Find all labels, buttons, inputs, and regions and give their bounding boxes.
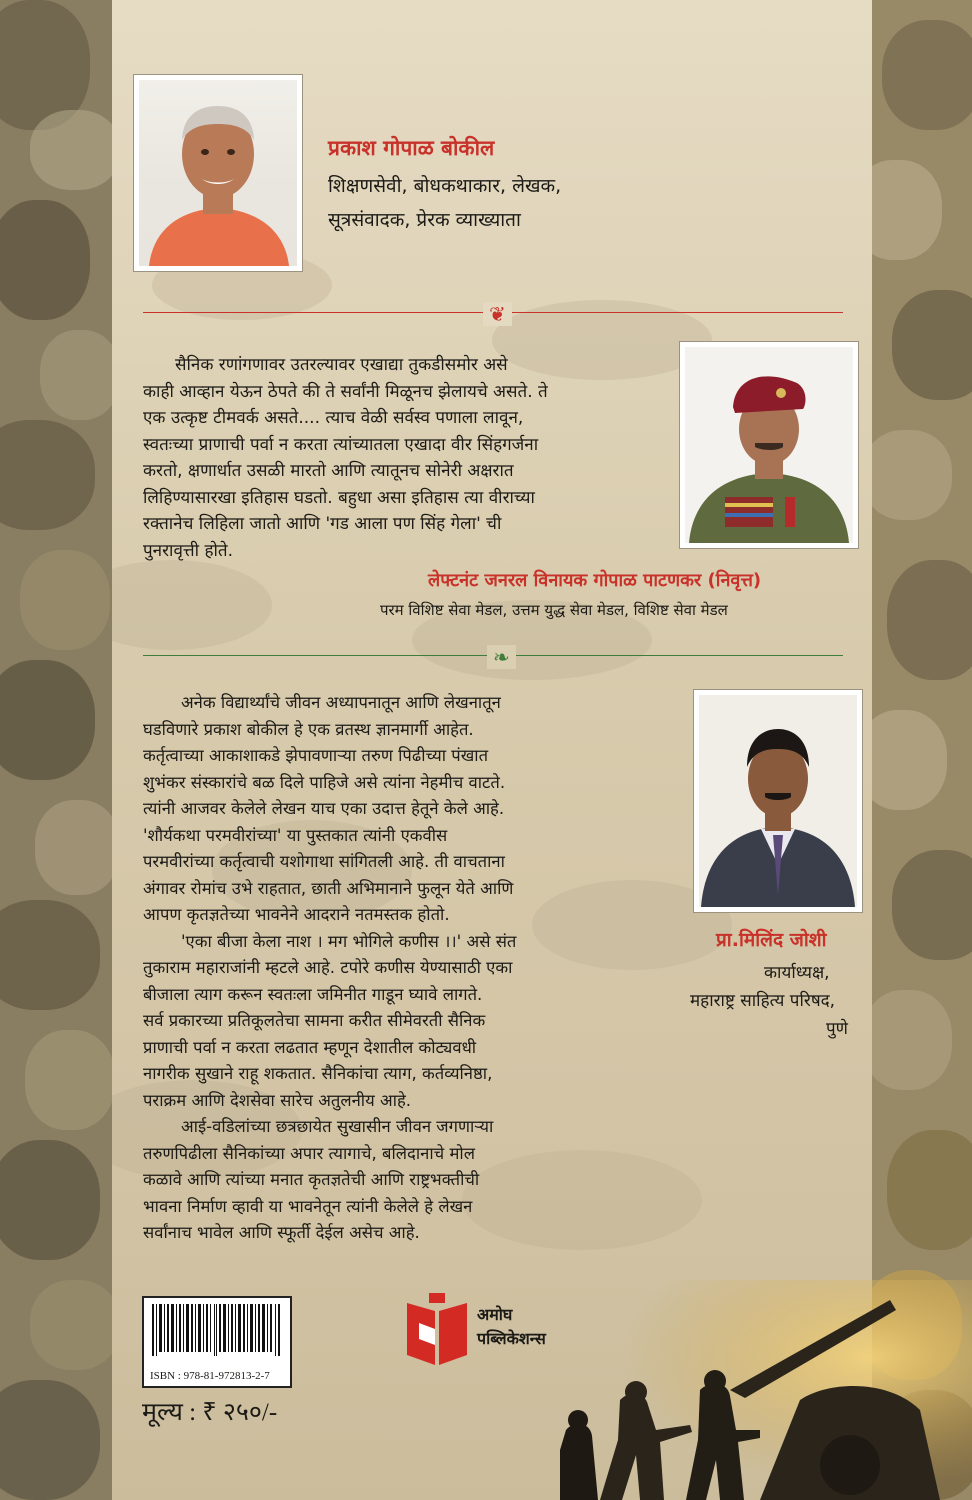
review1-line: एक उत्कृष्ट टीमवर्क असते.... त्याच वेळी सर्वस्व पणाला लावून, bbox=[143, 408, 524, 428]
review2-line: परमवीरांच्या कर्तृत्वाची यशोगाथा सांगितली आहे. ती वाचताना bbox=[143, 852, 505, 871]
isbn-barcode bbox=[142, 1296, 292, 1388]
price-label: मूल्य : ₹ २५०/- bbox=[142, 1399, 278, 1426]
reviewer2-line2: महाराष्ट्र साहित्य परिषद, bbox=[690, 991, 836, 1011]
review2-line: 'शौर्यकथा परमवीरांच्या' या पुस्तकात त्यांनी एकवीस bbox=[143, 825, 448, 845]
review1-line: पुनरावृत्ती होते. bbox=[143, 540, 233, 561]
reviewer1-name: लेफ्टनंट जनरल विनायक गोपाळ पाटणकर (निवृत्त) bbox=[428, 570, 762, 591]
flourish-icon: ❧ bbox=[487, 645, 516, 669]
review1-line: सैनिक रणांगणावर उतरल्यावर एखाद्या तुकडीसमोर असे bbox=[175, 355, 508, 375]
author-name: प्रकाश गोपाळ बोकील bbox=[328, 136, 495, 160]
reviewer2-name: प्रा.मिलिंद जोशी bbox=[716, 929, 827, 951]
review2-line: 'एका बीजा केला नाश । मग भोगिले कणीस ।।' असे संत bbox=[181, 931, 517, 951]
reviewer1-photo bbox=[680, 342, 858, 548]
right-camo-strip bbox=[872, 0, 972, 1500]
author-roles-line1: शिक्षणसेवी, बोधकथाकार, लेखक, bbox=[328, 175, 562, 197]
review2-line: घडविणारे प्रकाश बोकील हे एक व्रतस्थ ज्ञानमार्गी आहेत. bbox=[143, 719, 474, 739]
publisher-name-line2: पब्लिकेशन्स bbox=[477, 1329, 546, 1348]
divider-top bbox=[143, 302, 843, 326]
divider-middle bbox=[143, 645, 843, 669]
review2-line: त्यांनी आजवर केलेले लेखन याच एका उदात्त हेतूने केले आहे. bbox=[143, 799, 505, 818]
review2-line: पराक्रम आणि देशसेवा सारेच अतुलनीय आहे. bbox=[143, 1090, 412, 1110]
review2-line: भावना निर्माण व्हावी या भावनेतून त्यांनी केलेले हे लेखन bbox=[143, 1196, 473, 1216]
joshi-portrait-icon bbox=[699, 695, 857, 907]
reviewer1-title: परम विशिष्ट सेवा मेडल, उत्तम युद्ध सेवा मेडल, विशिष्ट सेवा मेडल bbox=[380, 601, 728, 619]
review1-line: रक्तानेच लिहिला जातो आणि 'गड आला पण सिंह गेला' ची bbox=[143, 514, 502, 534]
book-logo-icon bbox=[405, 1293, 469, 1367]
soldiers-silhouette bbox=[560, 1280, 972, 1500]
reviewer2-photo bbox=[694, 690, 862, 912]
review2-line: शुभंकर संस्कारांचे बळ दिले पाहिजे असे त्यांना नेहमीच वाटते. bbox=[143, 772, 506, 792]
review2-line: सर्व प्रकारच्या प्रतिकूलतेचा सामना करीत सीमेवरती सैनिक bbox=[143, 1011, 486, 1030]
barcode-icon bbox=[152, 1304, 282, 1356]
review2-line: अंगावर रोमांच उभे राहतात, छाती अभिमानाने फुलून येते आणि bbox=[143, 878, 514, 898]
review2-line: तुकाराम महाराजांनी म्हटले आहे. टपोरे कणीस येण्यासाठी एका bbox=[143, 958, 513, 977]
review1-line: करतो, क्षणार्धात उसळी मारतो आणि त्यातूनच सोनेरी अक्षरात bbox=[143, 461, 514, 481]
author-portrait-icon bbox=[139, 80, 297, 266]
review2-line: कळावे आणि त्यांच्या मनात कृतज्ञतेची आणि राष्ट्रभक्तीची bbox=[143, 1170, 480, 1189]
general-portrait-icon bbox=[685, 347, 853, 543]
isbn-text: ISBN : 978-81-972813-2-7 bbox=[150, 1370, 270, 1382]
publisher-name-line1: अमोघ bbox=[477, 1305, 513, 1324]
reviewer2-line1: कार्याध्यक्ष, bbox=[764, 963, 830, 983]
review2-line: आपण कृतज्ञतेच्या भावनेने आदराने नतमस्तक होतो. bbox=[143, 905, 450, 924]
reviewer2-line3: पुणे bbox=[826, 1019, 848, 1039]
left-camo-strip bbox=[0, 0, 112, 1500]
review2-line: सर्वांनाच भावेल आणि स्फूर्ती देईल असेच आहे. bbox=[143, 1223, 420, 1242]
review2-line: आई-वडिलांच्या छत्रछायेत सुखासीन जीवन जगणाऱ्या bbox=[181, 1117, 494, 1136]
review2-line: नागरीक सुखाने राहू शकतात. सैनिकांचा त्याग, कर्तव्यनिष्ठा, bbox=[143, 1064, 493, 1083]
review2-line: तरुणपिढीला सैनिकांच्या अपार त्यागाचे, बलिदानाचे मोल bbox=[143, 1143, 475, 1163]
review2-line: प्राणाची पर्वा न करता लढतात म्हणून देशातील कोट्यवधी bbox=[143, 1037, 477, 1057]
review1-text bbox=[143, 352, 663, 564]
review1-line: लिहिण्यासारखा इतिहास घडतो. बहुधा असा इतिहास त्या वीराच्या bbox=[143, 487, 535, 508]
review1-line: स्वतःच्या प्राणाची पर्वा न करता त्यांच्यातला एखादा वीर सिंहगर्जना bbox=[143, 434, 539, 455]
review2-line: बीजाला त्याग करून स्वतःला जमिनीत गाडून घ्यावे लागते. bbox=[143, 984, 483, 1004]
review2-line: कर्तृत्वाच्या आकाशाकडे झेपावणाऱ्या तरुण पिढीच्या पंखात bbox=[143, 746, 489, 765]
review2-line: अनेक विद्यार्थ्यांचे जीवन अध्यापनातून आणि लेखनातून bbox=[181, 693, 501, 712]
review2-text bbox=[143, 690, 683, 1247]
author-roles-line2: सूत्रसंवादक, प्रेरक व्याख्याता bbox=[328, 209, 521, 231]
review1-line: काही आव्हान येऊन ठेपते की ते सर्वांनी मिळूनच झेलायचे असते. ते bbox=[143, 381, 548, 402]
flourish-icon: ❦ bbox=[483, 302, 512, 326]
author-photo bbox=[134, 75, 302, 271]
